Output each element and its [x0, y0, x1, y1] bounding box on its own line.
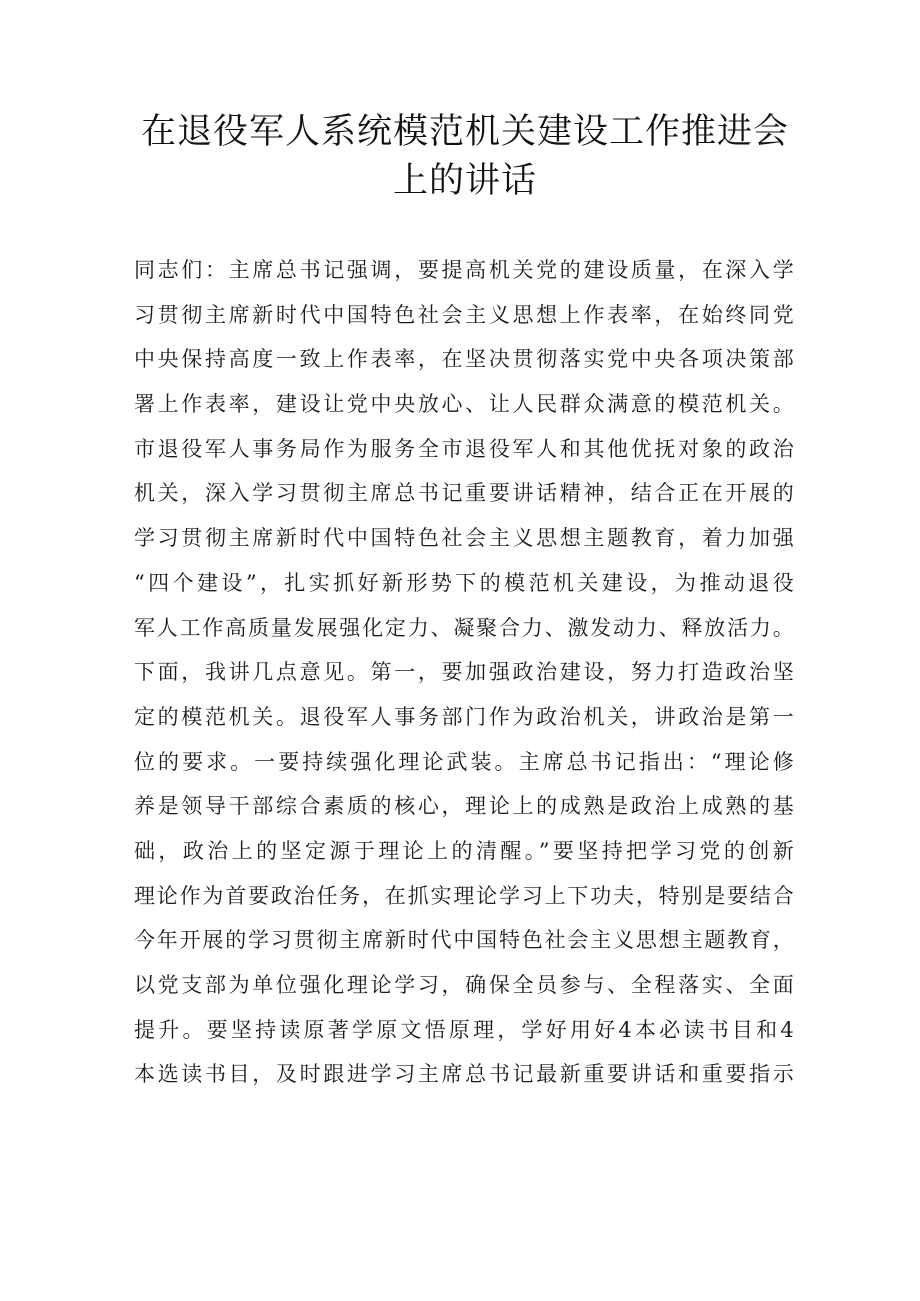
body-line: 军人工作高质量发展强化定力、凝聚合力、激发动力、释放活力。 — [134, 615, 794, 640]
body-line: 本选读书目，及时跟进学习主席总书记最新重要讲话和重要指示 — [134, 1062, 794, 1087]
body-line: 机关，深入学习贯彻主席总书记重要讲话精神，结合正在开展的 — [134, 481, 794, 506]
body-line: 础，政治上的坚定源于理论上的清醒。”要坚持把学习党的创新 — [134, 838, 794, 863]
body-line: 下面，我讲几点意见。第一，要加强政治建设，努力打造政治坚 — [134, 660, 794, 685]
document-body — [134, 248, 794, 1097]
body-line: 养是领导干部综合素质的核心，理论上的成熟是政治上成熟的基 — [134, 794, 794, 819]
body-line: 提升。要坚持读原著学原文悟原理，学好用好4本必读书目和4 — [134, 1017, 794, 1042]
body-line: 理论作为首要政治任务，在抓实理论学习上下功夫，特别是要结合 — [134, 883, 794, 908]
body-line: 以党支部为单位强化理论学习，确保全员参与、全程落实、全面 — [134, 973, 794, 997]
body-line: 市退役军人事务局作为服务全市退役军人和其他优抚对象的政治 — [134, 436, 794, 461]
document-title-line-2: 上的讲话 — [392, 161, 537, 201]
body-line: 同志们：主席总书记强调，要提高机关党的建设质量，在深入学 — [134, 258, 794, 282]
document-title-line-1: 在退役军人系统模范机关建设工作推进会 — [140, 112, 789, 152]
body-line: 今年开展的学习贯彻主席新时代中国特色社会主义思想主题教育， — [134, 928, 794, 953]
body-line: 中央保持高度一致上作表率，在坚决贯彻落实党中央各项决策部 — [134, 347, 794, 372]
body-line: 学习贯彻主席新时代中国特色社会主义思想主题教育，着力加强 — [134, 526, 794, 551]
body-line: 位的要求。一要持续强化理论武装。主席总书记指出：“理论修 — [134, 749, 794, 774]
body-line: “四个建设”，扎实抓好新形势下的模范机关建设，为推动退役 — [134, 570, 794, 595]
body-line: 署上作表率，建设让党中央放心、让人民群众满意的模范机关。 — [134, 392, 794, 417]
body-line: 定的模范机关。退役军人事务部门作为政治机关，讲政治是第一 — [134, 704, 794, 729]
body-line: 习贯彻主席新时代中国特色社会主义思想上作表率，在始终同党 — [134, 302, 794, 327]
